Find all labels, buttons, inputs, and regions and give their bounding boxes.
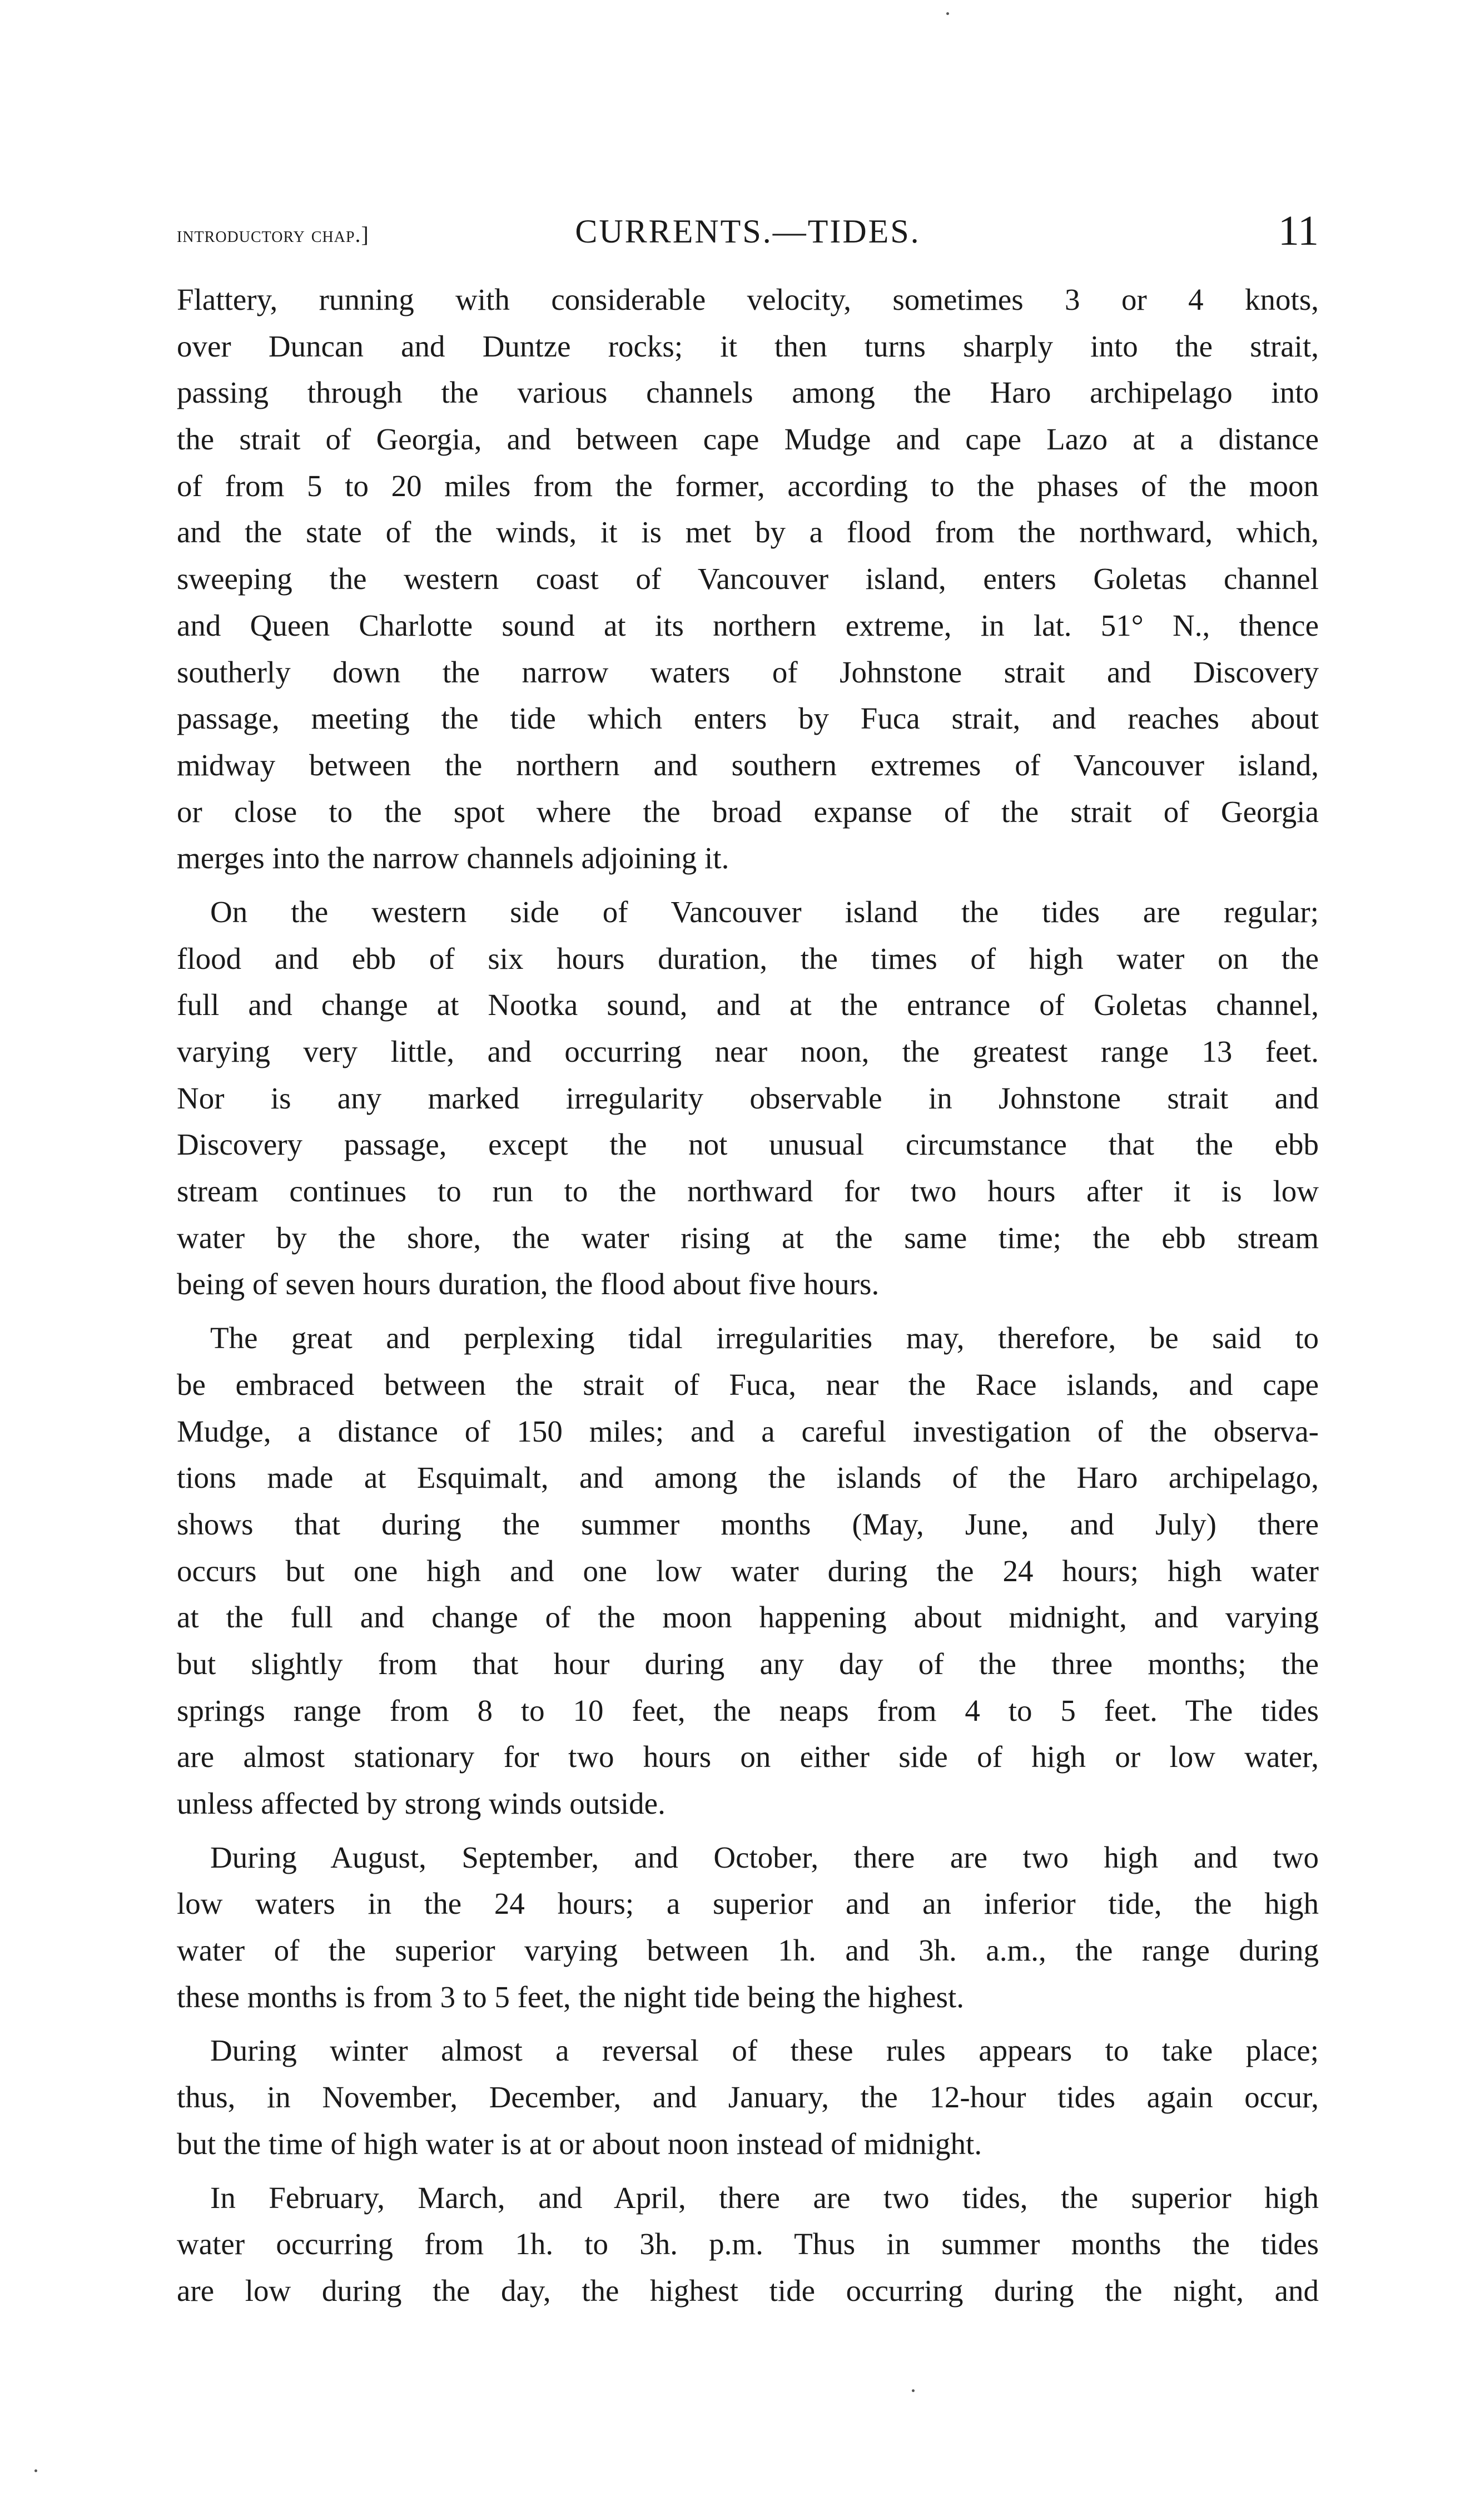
text-line: unless affected by strong winds outside. [177,1786,666,1820]
body-text [177,276,1319,2314]
text-line: but the time of high water is at or about noon instead of midnight. [177,2126,982,2161]
text-line: thus, in November, December, and January, the 12-hour tides again occur, [177,2080,1319,2115]
text-line: During August, September, and October, there are two high and two [210,1840,1319,1874]
paragraph [177,889,1319,1308]
paragraph-gap [177,1308,1319,1315]
paper-speck [912,2389,915,2392]
text-line: southerly down the narrow waters of Johnstone strait and Discovery [177,655,1319,689]
text-line: In February, March, and April, there are two tides, the superior high [210,2180,1319,2215]
paragraph-gap [177,2167,1319,2175]
paragraph-gap [177,1827,1319,1834]
text-line: of from 5 to 20 miles from the former, according to the phases of the moon [177,468,1319,503]
text-line: Nor is any marked irregularity observable in Johnstone strait and [177,1081,1319,1115]
paper-speck [34,2469,37,2472]
text-line: are low during the day, the highest tide occurring during the night, and [177,2273,1319,2308]
text-line: stream continues to run to the northward for two hours after it is low [177,1174,1319,1209]
text-line: passage, meeting the tide which enters by Fuca strait, and reaches about [177,701,1319,736]
text-line: shows that during the summer months (May, June, and July) there [177,1507,1319,1541]
paragraph [177,276,1319,882]
text-line: or close to the spot where the broad expanse of the strait of Georgia [177,794,1319,829]
text-line: water occurring from 1h. to 3h. p.m. Thus in summer months the tides [177,2227,1319,2261]
paragraph [177,1834,1319,2021]
text-line: but slightly from that hour during any day of the three months; the [177,1646,1319,1681]
text-line: at the full and change of the moon happening about midnight, and varying [177,1600,1319,1635]
running-head-title: CURRENTS.—TIDES. [575,213,921,250]
text-line: Discovery passage, except the not unusual circumstance that the ebb [177,1127,1319,1162]
text-line: occurs but one high and one low water during the 24 hours; high water [177,1553,1319,1588]
text-line: passing through the various channels among the Haro archipelago into [177,375,1319,410]
text-line: tions made at Esquimalt, and among the islands of the Haro archipelago, [177,1460,1319,1495]
text-line: be embraced between the strait of Fuca, near the Race islands, and cape [177,1367,1319,1402]
text-line: the strait of Georgia, and between cape Mudge and cape Lazo at a distance [177,422,1319,457]
paragraph [177,2175,1319,2314]
text-line: and the state of the winds, it is met by a flood from the northward, which, [177,515,1319,549]
running-head-section: introductory chap.] [177,222,369,247]
text-line: Mudge, a distance of 150 miles; and a careful investigation of the observa- [177,1414,1319,1448]
text-line: varying very little, and occurring near noon, the greatest range 13 feet. [177,1034,1319,1068]
text-line: are almost stationary for two hours on either side of high or low water, [177,1740,1319,1774]
text-line: water by the shore, the water rising at the same time; the ebb stream [177,1220,1319,1255]
paragraph-gap [177,2020,1319,2027]
paragraph-gap [177,882,1319,889]
paper-speck [946,12,949,15]
text-line: and Queen Charlotte sound at its northern extreme, in lat. 51° N., thence [177,608,1319,642]
text-line: these months is from 3 to 5 feet, the night tide being the highest. [177,1979,965,2014]
text-line: merges into the narrow channels adjoining it. [177,841,729,875]
text-line: sweeping the western coast of Vancouver island, enters Goletas channel [177,562,1319,596]
text-line: over Duncan and Duntze rocks; it then turns sharply into the strait, [177,329,1319,363]
text-line: flood and ebb of six hours duration, the times of high water on the [177,941,1319,976]
running-head [177,207,1319,257]
text-line: being of seven hours duration, the flood about five hours. [177,1267,880,1301]
text-line: During winter almost a reversal of these rules appears to take place; [210,2033,1319,2068]
text-line: full and change at Nootka sound, and at the entrance of Goletas channel, [177,988,1319,1022]
text-line: low waters in the 24 hours; a superior and an inferior tide, the high [177,1887,1319,1921]
text-line: springs range from 8 to 10 feet, the neaps from 4 to 5 feet. The tides [177,1693,1319,1727]
text-line: Flattery, running with considerable velocity, sometimes 3 or 4 knots, [177,283,1319,316]
text-line: The great and perplexing tidal irregularities may, therefore, be said to [210,1321,1319,1355]
paragraph [177,1315,1319,1827]
page-number: 11 [1278,207,1319,254]
text-line: midway between the northern and southern extremes of Vancouver island, [177,747,1319,782]
text-line: On the western side of Vancouver island the tides are regular; [210,894,1319,929]
paragraph [177,2027,1319,2167]
text-line: water of the superior varying between 1h. and 3h. a.m., the range during [177,1933,1319,1968]
